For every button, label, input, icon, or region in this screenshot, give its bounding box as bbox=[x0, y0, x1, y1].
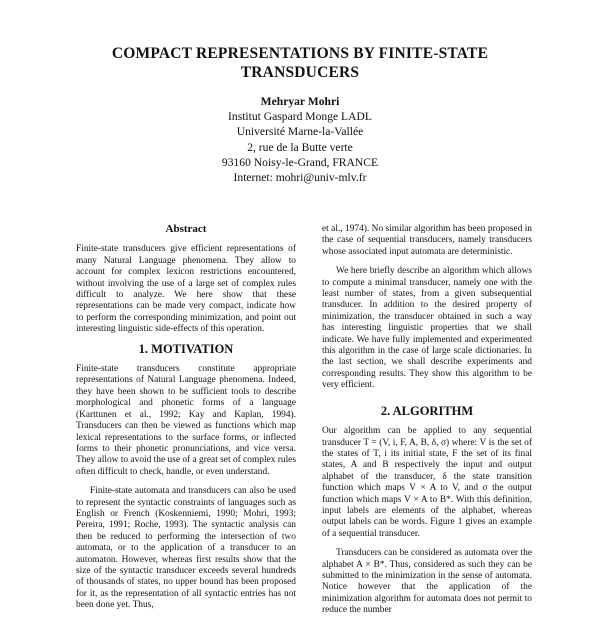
author-block bbox=[150, 94, 450, 185]
algorithm-paragraph-1: Our algorithm can be applied to any sequential transducer T = (V, i, F, A, B, δ, σ) where: V is the set of the states of T, i its initial state, F the set of its final states, A and B respectively the input and output alphabet of the transducer, δ the state transition function which maps V × A to V, and σ the output function which maps V × A to B*. With this definition, input labels are elements of the alphabet, whereas output labels can be words. Figure 1 gives an example of a sequential transducer. bbox=[322, 426, 532, 539]
affiliation-line: 93160 Noisy-le-Grand, FRANCE bbox=[221, 155, 379, 169]
affiliation-line: 2, rue de la Butte verte bbox=[247, 140, 353, 154]
abstract-heading: Abstract bbox=[165, 223, 207, 235]
continued-paragraph: et al., 1974). No similar algorithm has been proposed in the case of sequential transducers, namely transducers whose associated input automata are deterministic. bbox=[322, 224, 532, 257]
author-name: Mehryar Mohri bbox=[260, 95, 340, 108]
algorithm-paragraph-2: Transducers can be considered as automata over the alphabet A × B*. Thus, considered as such they can be submitted to the minimization in the sense of automata. Notice however that the application of the minimization algorithm for automata does not permit to reduce the number bbox=[322, 548, 532, 616]
paper-title: COMPACT REPRESENTATIONS BY FINITE-STATE TRANSDUCERS bbox=[111, 45, 489, 81]
abstract-text: Finite-state transducers give efficient representations of many Natural Language phenomena. They allow to account for complex lexicon restrictions encountered, without involving the use of a large set of complex rules difficult to analyze. We here show that these representations can be made very compact, indicate how to perform the corresponding minimization, and point out interesting linguistic side-effects of this operation. bbox=[76, 244, 296, 335]
section-heading-algorithm: 2. ALGORITHM bbox=[380, 403, 474, 418]
affiliation-line: Institut Gaspard Monge LADL bbox=[228, 110, 372, 124]
motivation-paragraph-2: Finite-state automata and transducers can also be used to represent the syntactic constraints of languages such as English or French (Koskenniemi, 1990; Mohri, 1993; Pereira, 1991; Roche, 1993). The syntactic analysis can then be reduced to performing the intersection of two automata, or to the application of a transducer to an automaton. However, whereas first results show that the size of the syntactic transducer exceeds several hundreds of thousands of states, no upper bound has been proposed for it, as the representation of all syntactic entries has not been done yet. Thus, bbox=[76, 486, 296, 611]
intro-paragraph: We here briefly describe an algorithm which allows to compute a minimal transducer, namely one with the least number of states, from a given subsequential transducer. In addition to the desired property of minimization, the transducer obtained in such a way has interesting linguistic properties that we shall indicate. We have fully implemented and experimented this algorithm in the case of large scale dictionaries. In the last section, we shall describe experiments and corresponding results. They show this algorithm to be very efficient. bbox=[322, 266, 532, 391]
motivation-paragraph-1: Finite-state transducers constitute appropriate representations of Natural Language phenomena. Indeed, they have been shown to be sufficient tools to describe morphological and phonetic forms of a language (Karttunen et al., 1992; Kay and Kaplan, 1994). Transducers can then be viewed as functions which map lexical representations to the surface forms, or inflected forms to their phonetic pronunciations, and vice versa. They allow to avoid the use of a great set of complex rules often difficult to check, handle, or even understand. bbox=[76, 364, 296, 477]
right-column bbox=[322, 224, 532, 625]
affiliation-line: Université Marne-la-Vallée bbox=[236, 125, 364, 139]
section-heading-motivation: 1. MOTIVATION bbox=[138, 341, 234, 356]
email-line: Internet: mohri@univ-mlv.fr bbox=[233, 171, 367, 185]
left-column bbox=[76, 224, 296, 620]
